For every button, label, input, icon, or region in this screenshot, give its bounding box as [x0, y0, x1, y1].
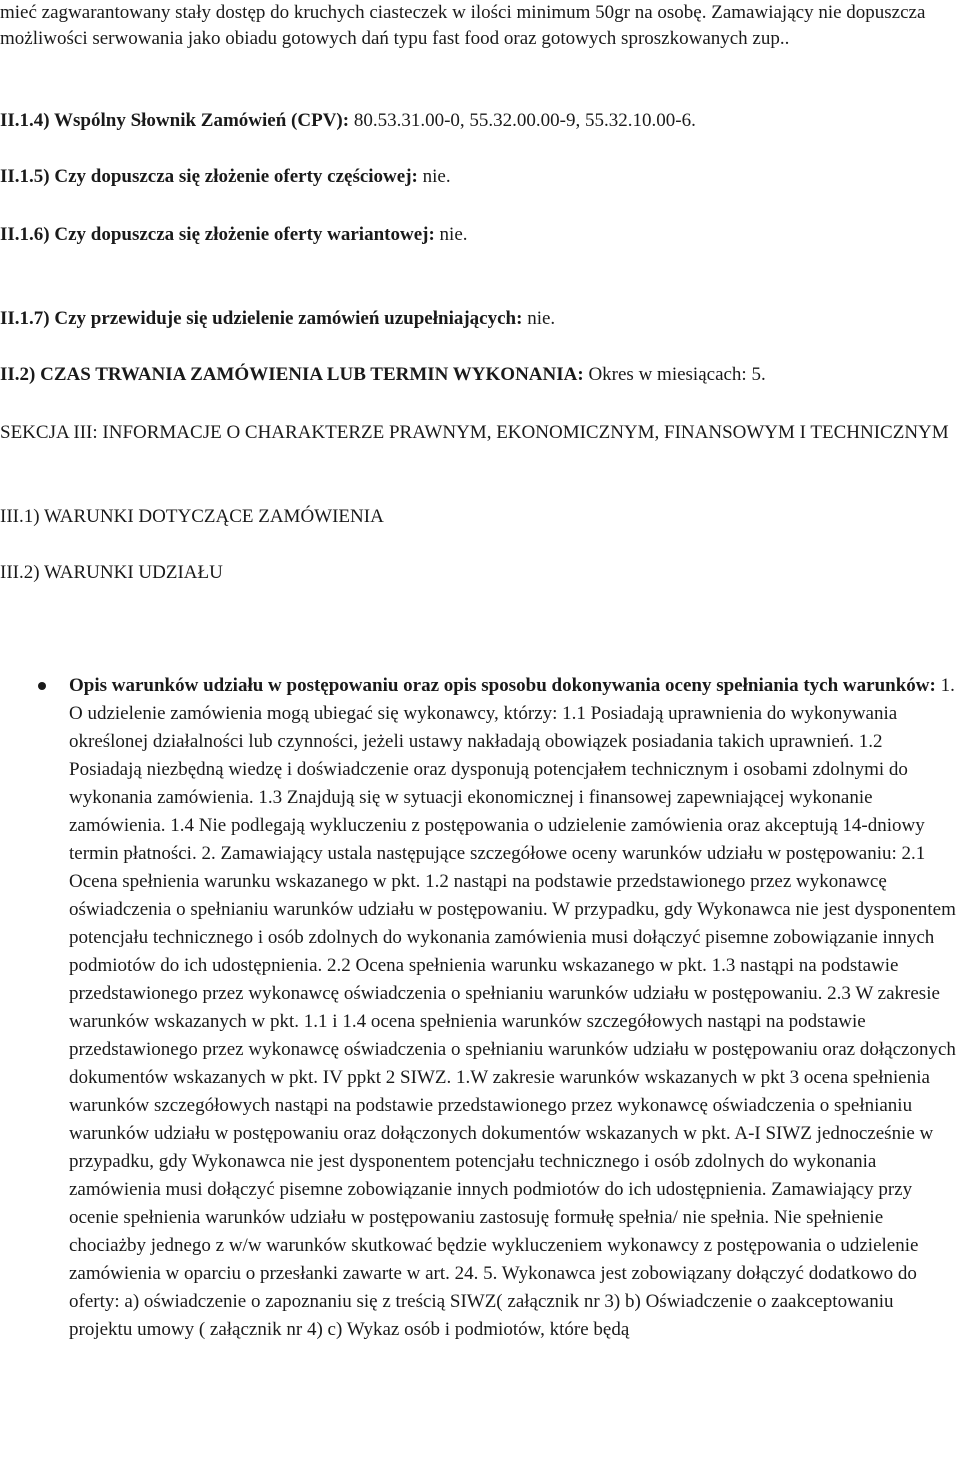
conditions-text: 1. O udzielenie zamówienia mogą ubiegać się wykonawcy, którzy: 1.1 Posiadają uprawnienia do wykonywania określonej działalności lub czynności, jeżeli ustawy nakładają obowiązek posiadania takich uprawnień. 1.2 Posiadają niezbędną wiedzę i doświadczenie oraz dysponują potencjałem technicznym i osobami zdolnymi do wykonania zamówienia. 1.3 Znajdują się w sytuacji ekonomicznej i finansowej zapewniającej wykonanie zamówienia. 1.4 Nie podlegają wykluczeniu z postępowania o udzielenie zamówienia oraz akceptują 14-dniowy termin płatności. 2. Zamawiający ustala następujące szczegółowe oceny warunków udziału w postępowaniu: 2.1 Ocena spełnienia warunku wskazanego w pkt. 1.2 nastąpi na podstawie przedstawionego przez wykonawcę oświadczenia o spełnianiu warunków udziału w postępowaniu. W przypadku, gdy Wykonawca nie jest dysponentem potencjału technicznego i osób zdolnych do wykonania zamówienia musi dołączyć pisemne zobowiązanie innych podmiotów do ich udostępnienia. 2.2 Ocena spełnienia warunku wskazanego w pkt. 1.3 nastąpi na podstawie przedstawionego przez wykonawcę oświadczenia o spełnianiu warunków udziału w postępowaniu. 2.3 W zakresie warunków wskazanych w pkt. 1.1 i 1.4 ocena spełnienia warunków szczegółowych nastąpi na podstawie przedstawionego przez wykonawcę oświadczenia o spełnianiu warunków udziału w postępowaniu oraz dołączonych dokumentów wskazanych w pkt. IV ppkt 2 SIWZ. 1.W zakresie warunków wskazanych w pkt 3 ocena spełnienia warunków szczegółowych nastąpi na podstawie przedstawionego przez wykonawcę oświadczenia o spełnianiu warunków udziału w postępowaniu oraz dołączonych dokumentów wskazanych w pkt. A-I SIWZ jednocześnie w przypadku, gdy Wykonawca nie jest dysponentem potencjału technicznego i osób zdolnych do wykonania zamówienia musi dołączyć pisemne zobowiązanie innych podmiotów do ich udostępnienia. Zamawiający przy ocenie spełnienia warunków udziału w postępowaniu zastosuję formułę spełnia/ nie spełnia. Nie spełnienie chociażby jednego z w/w warunków skutkować będzie wykluczeniem wykonawcy z postępowania o udzielenie zamówienia w oparciu o przesłanki zawarte w art. 24. 5. Wykonawca jest zobowiązany dołączyć dodatkowo do oferty: a) oświadczenie o zapoznaniu się z treścią SIWZ( załącznik nr 3) b) Oświadczenie o zaakceptowaniu projektu umowy ( załącznik nr 4) c) Wykaz osób i podmiotów, które będą: [69, 675, 956, 1340]
partial-offer-value: nie.: [417, 166, 451, 187]
bullet-dot-icon: [38, 682, 46, 690]
section3-heading: SEKCJA III: INFORMACJE O CHARAKTERZE PRAWNYM, EKONOMICZNYM, FINANSOWYM I TECHNICZNYM: [0, 422, 949, 443]
conditions-label: Opis warunków udziału w postępowaniu oraz opis sposobu dokonywania oceny spełniania tych warunków:: [69, 675, 936, 696]
supplementary-orders-value: nie.: [522, 308, 556, 329]
section3-sub1: III.1) WARUNKI DOTYCZĄCE ZAMÓWIENIA: [0, 506, 384, 527]
partial-offer-line: [0, 166, 958, 188]
supplementary-orders-label: II.1.7) Czy przewiduje się udzielenie zamówień uzupełniających:: [0, 308, 523, 329]
cpv-value: 80.53.31.00-0, 55.32.00.00-9, 55.32.10.00-6.: [349, 110, 696, 131]
supplementary-orders-line: [0, 308, 958, 330]
intro-paragraph: mieć zagwarantowany stały dostęp do kruchych ciasteczek w ilości minimum 50gr na osobę. Zamawiający nie dopuszcza możliwości serwowania jako obiadu gotowych dań typu fast food oraz gotowych sproszkowanych zup..: [0, 2, 926, 49]
duration-label: II.2) CZAS TRWANIA ZAMÓWIENIA LUB TERMIN WYKONANIA:: [0, 364, 584, 385]
variant-offer-label: II.1.6) Czy dopuszcza się złożenie oferty wariantowej:: [0, 224, 435, 245]
partial-offer-label: II.1.5) Czy dopuszcza się złożenie oferty częściowej:: [0, 166, 418, 187]
duration-value: Okres w miesiącach: 5.: [583, 364, 766, 385]
variant-offer-value: nie.: [434, 224, 468, 245]
duration-line: [0, 364, 958, 386]
conditions-list: [0, 672, 958, 1344]
list-item: [0, 672, 958, 1344]
cpv-label: II.1.4) Wspólny Słownik Zamówień (CPV):: [0, 110, 350, 131]
variant-offer-line: [0, 224, 958, 246]
cpv-line: [0, 110, 958, 132]
section3-sub2: III.2) WARUNKI UDZIAŁU: [0, 562, 223, 583]
